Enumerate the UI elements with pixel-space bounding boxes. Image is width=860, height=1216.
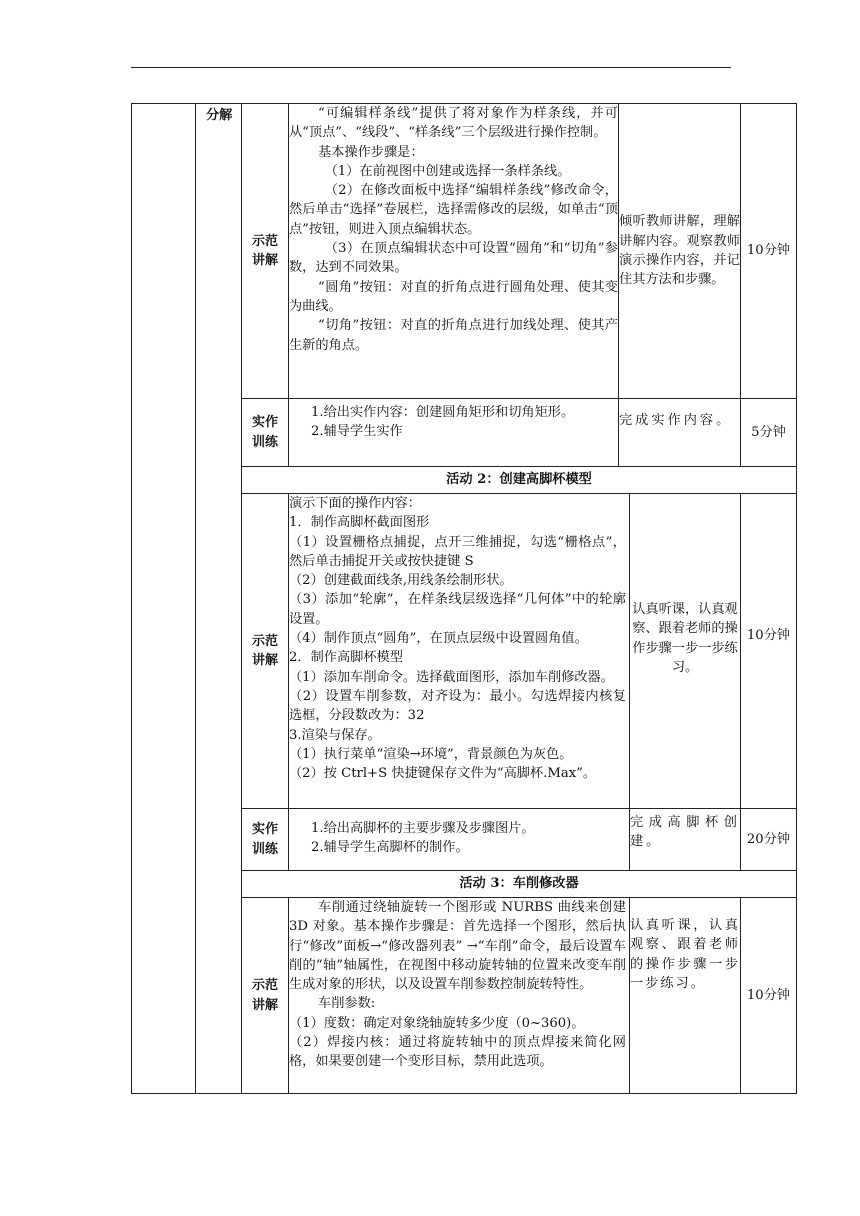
demo-line: （2）按 Ctrl+S 快捷键保存文件为“高脚杯.Max”。 <box>289 766 597 782</box>
demo-line: （3）添加“轮廓”，在样条线层级选择“几何体”中的轮廓设置。 <box>289 592 626 627</box>
demo-label-1: 示范 讲解 <box>242 104 289 399</box>
section-label-cell <box>196 104 242 1094</box>
practice-time-1: 5分钟 <box>741 399 797 467</box>
demo-line: （2）在修改面板中选择“编辑样条线”修改命令，然后单击“选择”卷展栏，选择需修改的层级，如单击“顶点”按钮，则进入顶点编辑状态。 <box>289 183 618 237</box>
demo-content-1 <box>289 104 619 399</box>
demo-line: （1）执行菜单“渲染→环境”，背景颜色为灰色。 <box>289 746 573 762</box>
section-label: 分解 <box>206 108 233 123</box>
demo-line: （2）创建截面线条,用线条绘制形状。 <box>289 573 513 589</box>
demo-line: 3.渲染与保存。 <box>289 727 381 743</box>
practice-line: 2.辅导学生高脚杯的制作。 <box>311 840 469 856</box>
demo-label-2: 示范 讲解 <box>242 494 289 809</box>
demo-line: （3）在顶点编辑状态中可设置“圆角”和“切角”参数，达到不同效果。 <box>289 241 618 276</box>
practice-line: 1.给出实作内容：创建圆角矩形和切角矩形。 <box>311 405 575 420</box>
demo-line: （2）设置车削参数，对齐设为：最小。勾选焊接内核复选框，分段数改为：32 <box>289 688 626 724</box>
demo-time-3: 10分钟 <box>741 898 797 1094</box>
demo-line: 1．制作高脚杯截面图形 <box>289 515 430 531</box>
demo-line: 2．制作高脚杯模型 <box>289 650 403 666</box>
activity-2-title: 活动 2：创建高脚杯模型 <box>242 467 797 494</box>
demo-line: 演示下面的操作内容： <box>289 496 421 511</box>
demo-student-1: 倾听教师讲解，理解讲解内容。观察教师演示操作内容，并记住其方法和步骤。 <box>619 104 741 399</box>
demo-student-2: 认真听课，认真观察、跟着老师的操作步骤一步一步练习。 <box>630 494 741 809</box>
demo-line: （2）焊接内核：通过将旋转轴中的顶点焊接来简化网格，如果要创建一个变形目标，禁用此选项。 <box>289 1035 626 1070</box>
practice-line: 1.给出高脚杯的主要步骤及步骤图片。 <box>311 821 535 836</box>
header-rule <box>131 67 731 68</box>
demo-content-2 <box>289 494 630 809</box>
demo-line: 车削参数: <box>318 996 376 1012</box>
practice-content-2 <box>289 809 630 871</box>
activity-3-title: 活动 3：车削修改器 <box>242 871 797 898</box>
practice-time-2: 20分钟 <box>741 809 797 871</box>
practice-line: 2.辅导学生实作 <box>311 424 403 440</box>
demo-line: 车削通过绕轴旋转一个图形或 NURBS 曲线来创建 3D 对象。基本操作步骤是：首先选择一个图形，然后执行“修改”面板→“修改器列表” →“车削”命令，最后设置车削的“轴”轴属性，在视图中移动旋转轴的位置来改变车削生成对象的形状，以及设置车削参数控制旋转特性。 <box>289 900 626 993</box>
demo-line: “可编辑样条线”提供了将对象作为样条线，并可从“顶点”、“线段”、“样条线”三个层级进行操作控制。 <box>289 106 618 141</box>
demo-time-1: 10分钟 <box>741 104 797 399</box>
demo-line: （1）在前视图中创建或选择一条样条线。 <box>324 163 571 179</box>
lesson-plan-table <box>131 103 797 1094</box>
demo-line: “圆角”按钮：对直的折角点进行圆角处理、使其变为曲线。 <box>289 279 618 314</box>
demo-line: “切角”按钮：对直的折角点进行加线处理、使其产生新的角点。 <box>289 318 618 353</box>
demo-content-3 <box>289 898 630 1094</box>
demo-label-3: 示范 讲解 <box>242 898 289 1094</box>
practice-label-2: 实作 训练 <box>242 809 289 871</box>
demo-line: 基本操作步骤是： <box>318 144 424 160</box>
demo-student-3: 认真听课，认真观察、跟着老师的操作步骤一步一步练习。 <box>630 898 741 1094</box>
demo-line: （4）制作顶点“圆角”，在顶点层级中设置圆角值。 <box>289 631 588 647</box>
practice-student-2: 完成高脚杯创建。 <box>630 809 741 871</box>
practice-content-1 <box>289 399 619 467</box>
practice-student-1: 完成实作内容。 <box>619 399 741 467</box>
demo-line: （1）添加车削命令。选择截面图形，添加车削修改器。 <box>289 669 614 685</box>
practice-label-1: 实作 训练 <box>242 399 289 467</box>
demo-line: （1）设置栅格点捕捉，点开三维捕捉，勾选“栅格点”，然后单击捕捉开关或按快捷键 S <box>289 534 626 569</box>
demo-line: （1）度数：确定对象绕轴旋转多少度（0~360)。 <box>289 1015 585 1031</box>
demo-time-2: 10分钟 <box>741 494 797 809</box>
col-stage <box>132 104 196 1094</box>
